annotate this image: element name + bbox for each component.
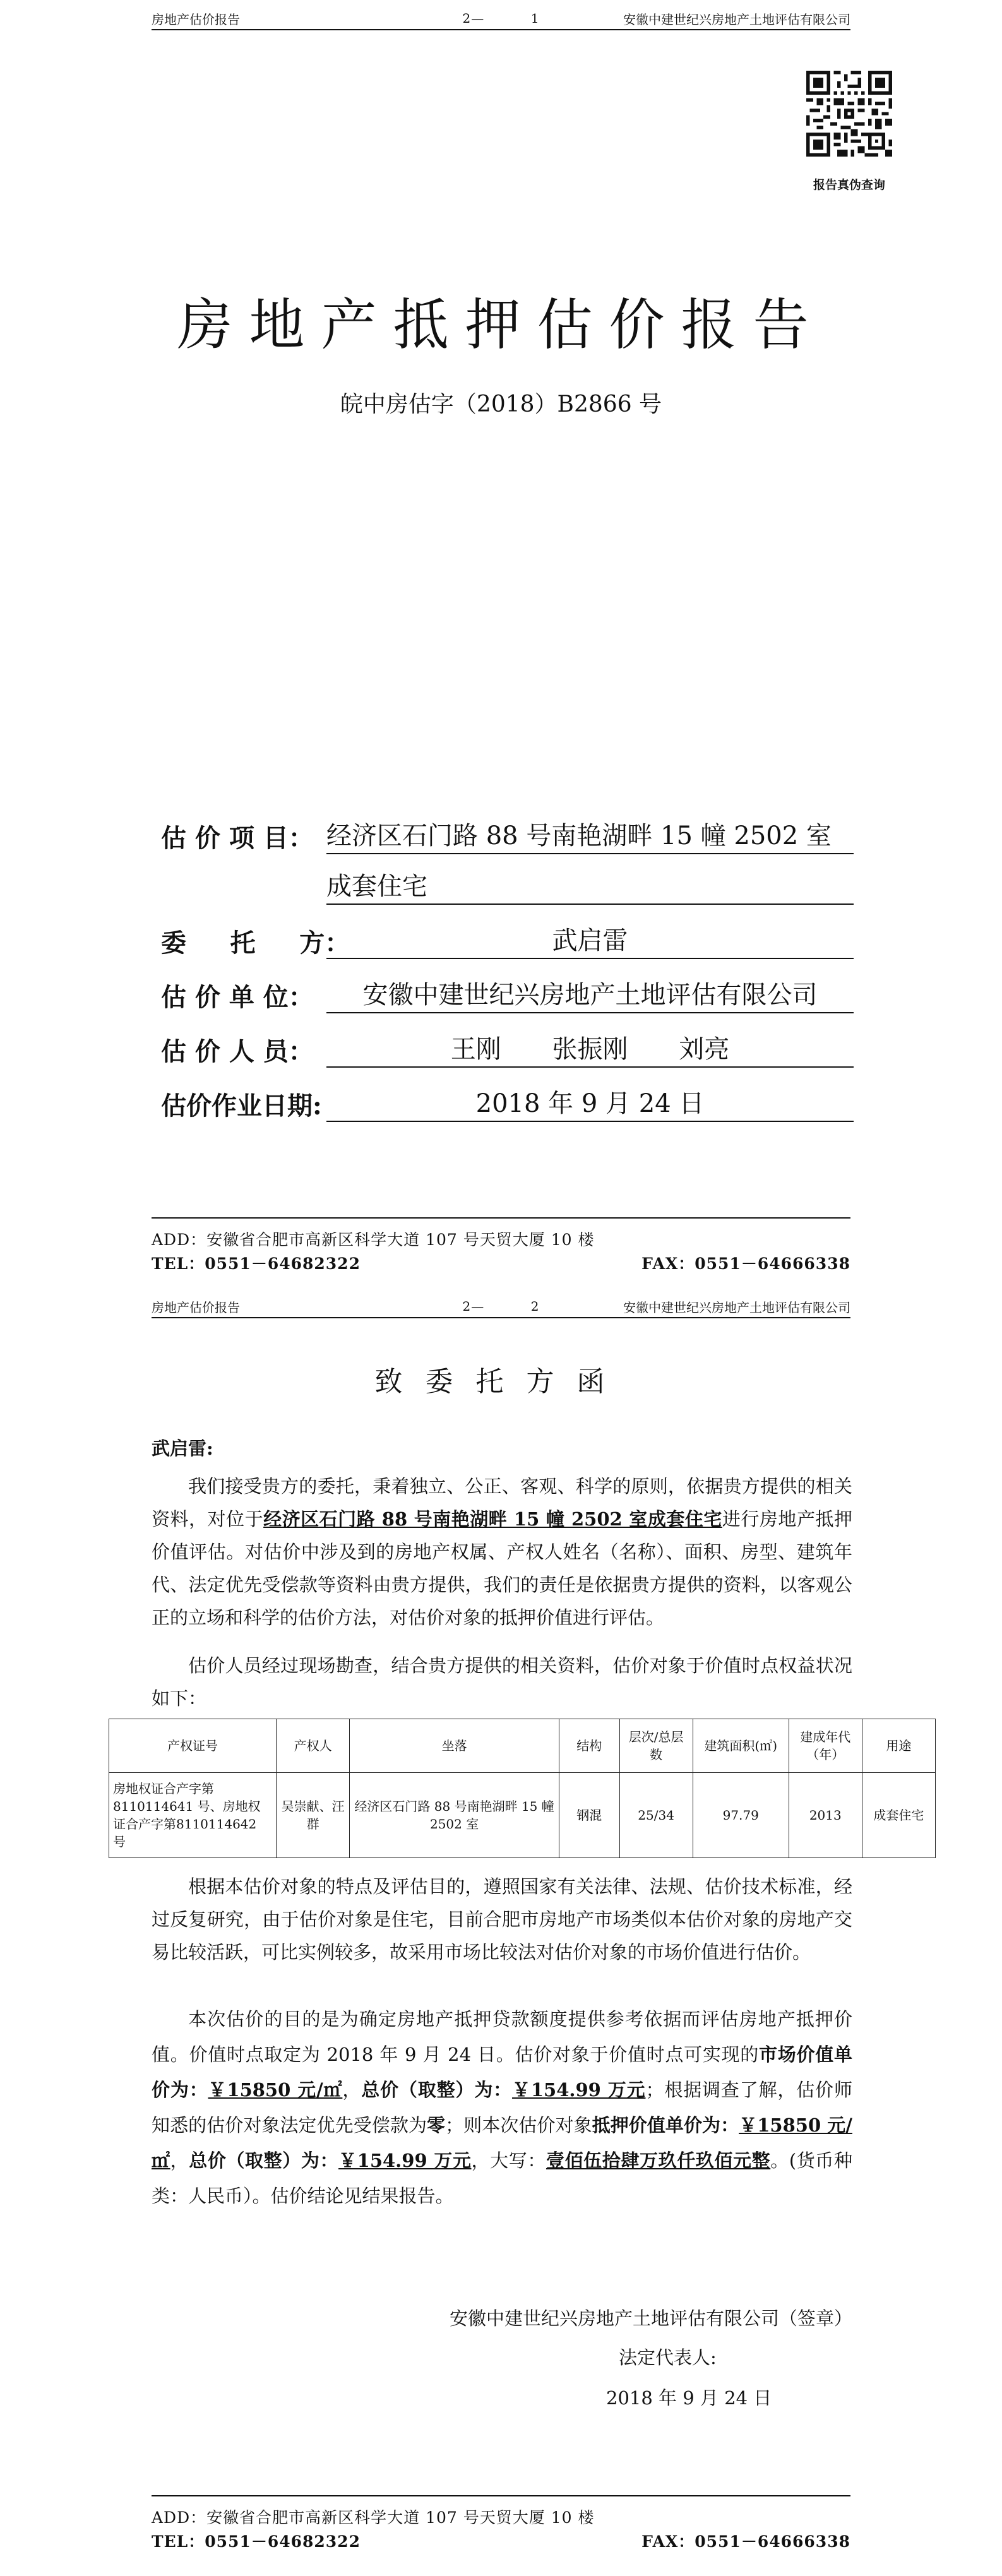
footer-address: ADD：安徽省合肥市高新区科学大道 107 号天贸大厦 10 楼 — [152, 2508, 595, 2527]
table-header-cell: 产权人 — [277, 1719, 350, 1773]
page-footer — [152, 1217, 850, 1274]
qr-caption: 报告真伪查询 — [813, 178, 885, 192]
table-header-cell: 坐落 — [350, 1719, 559, 1773]
report-title: 房地产抵押估价报告 — [177, 292, 825, 357]
footer-address: ADD：安徽省合肥市高新区科学大道 107 号天贸大厦 10 楼 — [152, 1231, 595, 1249]
header-right: 安徽中建世纪兴房地产土地评估有限公司 — [623, 11, 850, 27]
qr-code-icon[interactable] — [806, 71, 892, 157]
footer-tel: TEL：0551－64682322 — [152, 2532, 361, 2551]
client-value: 武启雷 — [326, 924, 854, 959]
table-cell-location: 经济区石门路 88 号南艳湖畔 15 幢 2502 室 — [350, 1773, 559, 1858]
letter-paragraph-4: 本次估价的目的是为确定房地产抵押贷款额度提供参考依据而评估房地产抵押价值。价值时点取定为 2018 年 9 月 24 日。估价对象于价值时点可实现的市场价值单价为：￥15850 元/㎡，总价（取整）为：￥154.99 万元；根据调查了解，估价师知悉的估价对象法定优先受偿款为零；则本次估价对象抵押价值单价为：￥15850 元/㎡，总价（取整）为：￥154.99 万元，大写：壹佰伍拾肆万玖仟玖佰元整。(货币种类：人民币）。估价结论见结果报告。 — [152, 2008, 852, 2207]
table-cell-area: 97.79 — [693, 1773, 789, 1858]
header-left: 房地产估价报告 — [152, 11, 240, 27]
letter-paragraph-2: 估价人员经过现场勘查，结合贵方提供的相关资料，估价对象于价值时点权益状况如下： — [152, 1655, 852, 1709]
header-page-number: 2— 2 — [462, 1299, 540, 1314]
letter-title: 致委托方函 — [374, 1366, 628, 1398]
project-label: 估 价 项 目： — [161, 823, 314, 853]
table-cell-floor: 25/34 — [619, 1773, 693, 1858]
field-project-cont — [161, 867, 874, 905]
mortgage-unit-price: ￥15850 元/㎡ — [152, 2114, 852, 2171]
market-unit-price: ￥15850 元/㎡ — [208, 2079, 343, 2101]
table-header-cell: 建筑面积(㎡) — [693, 1719, 789, 1773]
appraiser-name: 王刚 — [450, 1035, 501, 1064]
mortgage-total-price: ￥154.99 万元 — [338, 2150, 472, 2171]
table-cell-owner: 吴崇献、汪群 — [277, 1773, 350, 1858]
table-cell-use: 成套住宅 — [862, 1773, 935, 1858]
letter-paragraph-3: 根据本估价对象的特点及评估目的，遵照国家有关法律、法规、估价技术标准，经过反复研究，由于估价对象是住宅，目前合肥市房地产市场类似本估价对象的房地产交易比较活跃，可比实例较多，故采用市场比较法对估价对象的市场价值进行估价。 — [152, 1876, 852, 1963]
unit-label: 估 价 单 位： — [161, 982, 314, 1012]
header-left: 房地产估价报告 — [152, 1299, 240, 1315]
letter-salutation: 武启雷: — [152, 1438, 213, 1459]
unit-value: 安徽中建世纪兴房地产土地评估有限公司 — [326, 978, 854, 1013]
table-header-cell: 产权证号 — [109, 1719, 277, 1773]
property-address: 经济区石门路 88 号南艳湖畔 15 幢 2502 室成套住宅 — [263, 1508, 722, 1530]
table-header-cell: 结构 — [559, 1719, 620, 1773]
appraisers-label: 估 价 人 员： — [161, 1037, 314, 1066]
field-date — [161, 1084, 874, 1122]
page-footer — [152, 2495, 850, 2552]
signature-company: 安徽中建世纪兴房地产土地评估有限公司（签章） — [449, 2308, 852, 2329]
table-cell-structure: 钢混 — [559, 1773, 620, 1858]
table-header-cell: 建成年代（年） — [789, 1719, 862, 1773]
signature-date: 2018 年 9 月 24 日 — [606, 2387, 772, 2409]
table-header-cell: 层次/总层数 — [619, 1719, 693, 1773]
table-header-row — [109, 1719, 936, 1773]
market-total-price: ￥154.99 万元 — [512, 2079, 646, 2101]
report-reference-number: 皖中房估字（2018）B2866 号 — [340, 391, 662, 417]
property-table — [109, 1719, 936, 1858]
project-value-line2: 成套住宅 — [326, 869, 854, 905]
field-unit — [161, 975, 874, 1013]
date-value: 2018 年 9 月 24 日 — [326, 1087, 854, 1122]
project-value-line1: 经济区石门路 88 号南艳湖畔 15 幢 2502 室 — [326, 819, 854, 854]
signature-representative: 法定代表人: — [619, 2347, 717, 2368]
appraiser-name: 刘亮 — [679, 1035, 730, 1064]
table-cell-year: 2013 — [789, 1773, 862, 1858]
page-header — [152, 8, 850, 30]
field-project — [161, 816, 874, 854]
header-page-number: 2— 1 — [462, 11, 540, 26]
appraisers-value — [326, 1032, 854, 1068]
client-label: 委 托 方： — [161, 928, 350, 958]
amount-in-words: 壹佰伍拾肆万玖仟玖佰元整 — [546, 2150, 771, 2171]
table-header-cell: 用途 — [862, 1719, 935, 1773]
field-client — [161, 921, 874, 959]
letter-paragraph-1: 我们接受贵方的委托，秉着独立、公正、客观、科学的原则，依据贵方提供的相关资料，对位于经济区石门路 88 号南艳湖畔 15 幢 2502 室成套住宅进行房地产抵押价值评估。对估价中涉及到的房地产权属、产权人姓名（名称）、面积、房型、建筑年代、法定优先受偿款等资料由贵方提供，我们的责任是依据贵方提供的资料，以客观公正的立场和科学的估价方法，对估价对象的抵押价值进行评估。 — [152, 1476, 852, 1628]
field-appraisers — [161, 1030, 874, 1068]
page-header — [152, 1296, 850, 1318]
date-label: 估价作业日期: — [161, 1091, 322, 1121]
footer-tel: TEL：0551－64682322 — [152, 1255, 361, 1273]
appraiser-name: 张振刚 — [552, 1035, 628, 1064]
table-row — [109, 1773, 936, 1858]
table-cell-cert: 房地权证合产字第8110114641 号、房地权证合产字第8110114642 号 — [109, 1773, 277, 1858]
footer-fax: FAX：0551－64666338 — [641, 2532, 850, 2551]
header-right: 安徽中建世纪兴房地产土地评估有限公司 — [623, 1299, 850, 1315]
letter-page — [0, 1296, 1002, 2576]
footer-fax: FAX：0551－64666338 — [641, 1255, 850, 1273]
